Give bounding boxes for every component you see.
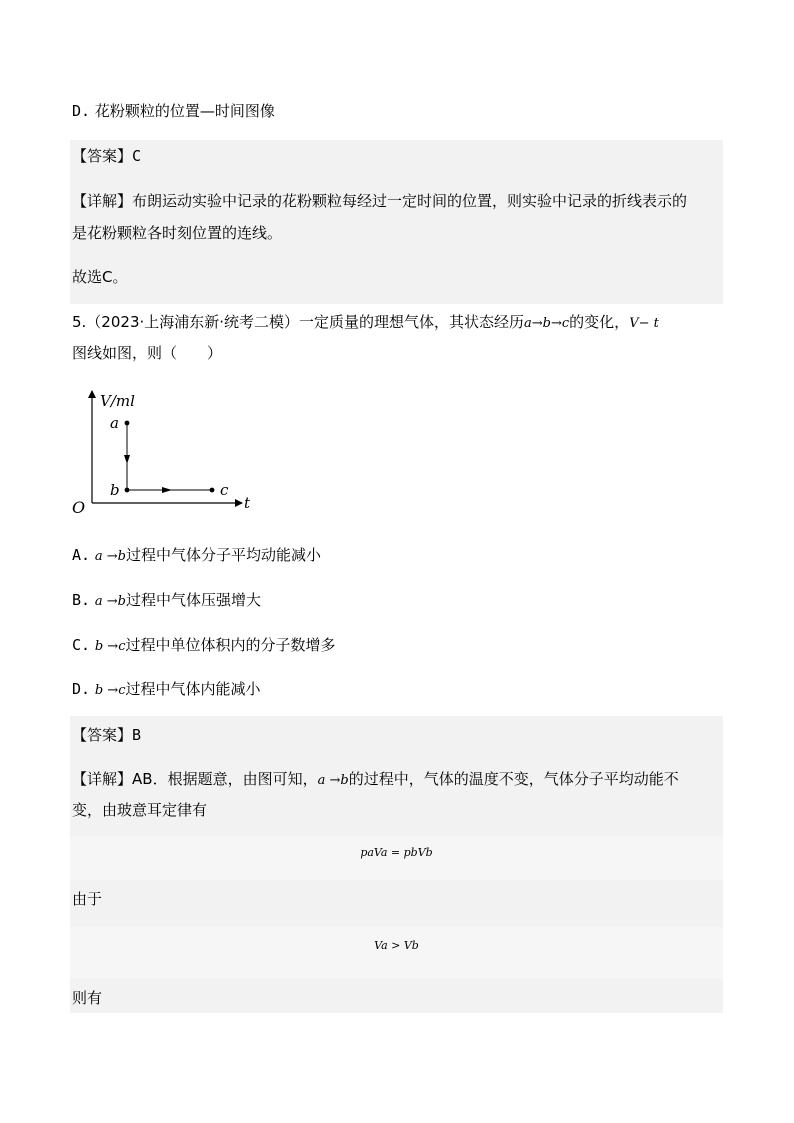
- q5-option-c: [72, 635, 336, 657]
- q4-answer-block: [70, 140, 723, 304]
- stem-axes-ref: V− t: [629, 316, 659, 331]
- stem-text-mid: 的变化，: [569, 313, 630, 331]
- option-letter: D.: [72, 680, 91, 698]
- detail-text: AB．根据题意，由图可知，: [132, 770, 318, 788]
- then-label: 则有: [72, 989, 103, 1007]
- stem-text: 5.（2023·上海浦东新·统考二模）一定质量的理想气体，其状态经历: [72, 313, 525, 331]
- since-label: 由于: [72, 890, 103, 908]
- arrow-b-c-icon: [162, 487, 172, 493]
- q5-option-d: [72, 679, 261, 701]
- option-process: b →c: [94, 639, 126, 654]
- detail-label: 【详解】: [72, 770, 133, 788]
- option-process: b →c: [94, 683, 126, 698]
- option-text: 花粉颗粒的位置—时间图像: [94, 102, 275, 120]
- q5-stem-line2: 图线如图，则（ ）: [72, 344, 223, 362]
- arrow-a-b-icon: [124, 455, 130, 464]
- option-text: 过程中单位体积内的分子数增多: [125, 636, 336, 654]
- label-b: b: [110, 481, 120, 499]
- label-c: c: [220, 481, 229, 499]
- q4-detail-line1: [72, 191, 687, 211]
- option-process: a →b: [94, 594, 126, 609]
- answer-label: 【答案】: [72, 147, 133, 165]
- q4-conclusion: 故选C。: [72, 268, 128, 286]
- point-a: [125, 421, 130, 426]
- detail-text: 布朗运动实验中记录的花粉颗粒每经过一定时间的位置，则实验中记录的折线表示的: [132, 192, 688, 210]
- vt-diagram: [70, 385, 260, 520]
- option-letter: B.: [72, 591, 91, 609]
- answer-label: 【答案】: [72, 726, 133, 744]
- q5-option-b: [72, 590, 261, 612]
- option-letter: A.: [72, 546, 91, 564]
- label-a: a: [110, 414, 119, 432]
- equation-1: paVa = pbVb: [360, 846, 433, 859]
- detail-process: a →b: [317, 773, 349, 788]
- stem-process: a→b→c: [524, 316, 570, 331]
- option-letter: C.: [72, 636, 91, 654]
- option-process: a →b: [94, 549, 126, 564]
- answer-value: C: [132, 147, 142, 165]
- answer-value: B: [132, 726, 142, 744]
- option-letter: D.: [72, 102, 91, 120]
- equation-2: Va > Vb: [374, 939, 419, 952]
- option-text: 过程中气体分子平均动能减小: [125, 546, 321, 564]
- point-b: [125, 488, 130, 493]
- q5-answer: [72, 725, 141, 745]
- option-text: 过程中气体内能减小: [125, 680, 261, 698]
- y-axis-label: V/ml: [100, 392, 135, 410]
- q5-detail-line1: [72, 769, 679, 791]
- q5-stem-line1: [72, 312, 659, 334]
- q4-detail-line2: 是花粉颗粒各时刻位置的连线。: [72, 224, 283, 242]
- origin-label: O: [72, 498, 86, 517]
- q4-answer: [72, 146, 141, 166]
- q5-detail-line2: 变，由玻意耳定律有: [72, 801, 208, 819]
- equation2-row: [70, 927, 723, 979]
- option-d-prev: [72, 101, 275, 121]
- option-text: 过程中气体压强增大: [125, 591, 261, 609]
- x-axis-label: t: [244, 494, 251, 512]
- detail-label: 【详解】: [72, 192, 133, 210]
- point-c: [210, 488, 215, 493]
- detail-text-suffix: 的过程中，气体的温度不变，气体分子平均动能不: [348, 770, 679, 788]
- q5-option-a: [72, 545, 321, 567]
